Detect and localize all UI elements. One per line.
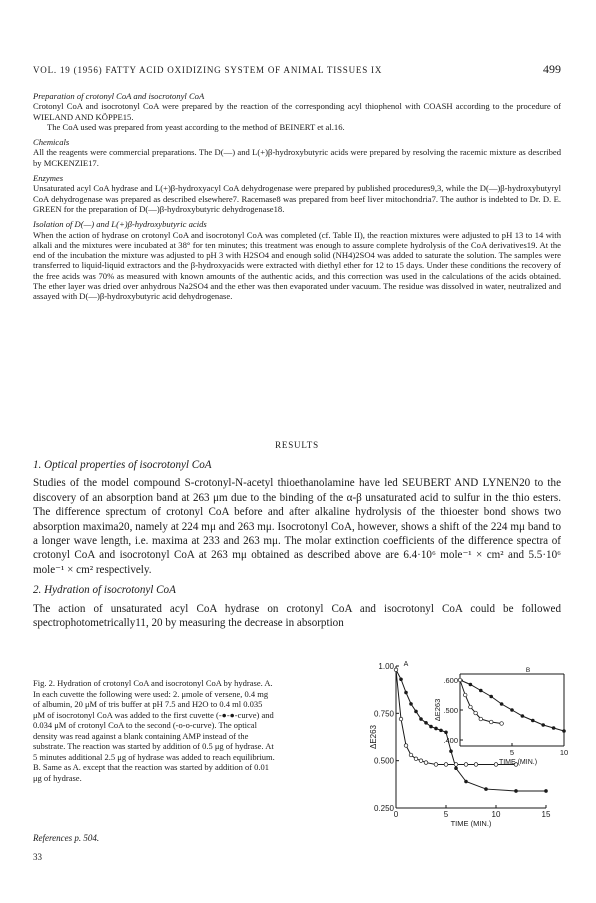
results-heading: RESULTS	[275, 440, 319, 450]
data-point-filled	[419, 717, 423, 721]
paragraph: Unsaturated acyl CoA hydrase and L(+)β-hydroxyacyl CoA dehydrogenase were prepared by published procedures9,3, while the D(—)β-hydroxybutyryl CoA dehydrogenase was prepared as described elsewhere7. Racemase8 was prepared from beef liver mitochondria7. The author is indebted to Dr. D. E. GREEN for the preparation of D(—)β-hydroxybutyric dehydrogenase18.	[33, 183, 561, 214]
series-line	[396, 670, 546, 791]
x-tick-label: 0	[393, 810, 399, 819]
x-tick-label: 5	[509, 748, 515, 757]
data-point-open	[394, 668, 398, 672]
figure-caption: Fig. 2. Hydration of crotonyl CoA and isocrotonyl CoA by hydrase. A. In each cuvette the following were used: 2. μmole of versene, 0.4 mg of albumin, 20 μM of tris buffer at pH 7.5 and H2O to 0.4 ml 0.035 μM of isocrotonyl CoA was added to the first cuvette (-●-●-curve) and 0.034 μM of crotonyl CoA to the second (-o-o-curve). The optical density was read against a blank containing AMP instead of the substrate. The reaction was started by addition of 0.5 μg of hydrase. At 5 minutes additional 2.5 μg of hydrase was added to reach equilibrium. B. Same as A. except that the reaction was started by addition of 0.01 μg of hydrase.	[33, 678, 275, 783]
panel-label: A	[403, 661, 409, 668]
data-point-open	[464, 763, 468, 767]
references-note: References p. 504.	[33, 833, 100, 843]
data-point-filled	[531, 719, 535, 723]
data-point-filled	[424, 721, 428, 725]
section-heading: Enzymes	[33, 173, 64, 184]
data-point-open	[454, 763, 458, 767]
x-tick-label: 10	[559, 748, 568, 757]
data-point-filled	[541, 723, 545, 727]
data-point-filled	[562, 729, 566, 733]
data-point-filled	[404, 691, 408, 695]
page-number: 499	[543, 62, 561, 76]
data-point-filled	[414, 710, 418, 714]
data-point-open	[434, 763, 438, 767]
paragraph: All the reagents were commercial preparations. The D(—) and L(+)β-hydroxybutyric acids were prepared by resolving the racemic mixture as described by MCKENZIE17.	[33, 147, 561, 168]
paragraph: The action of unsaturated acyl CoA hydrase on crotonyl CoA and isocrotonyl CoA could be followed spectrophotometrically11, 20 by measuring the decrease in absorption	[33, 602, 561, 630]
x-tick-label: 10	[491, 810, 501, 819]
results-section	[33, 458, 561, 630]
data-point-open	[419, 759, 423, 763]
y-tick-label: 0.250	[373, 804, 394, 813]
panel-b	[433, 667, 568, 766]
data-point-filled	[399, 677, 403, 681]
y-tick-label: 0.500	[373, 756, 394, 766]
data-point-open	[489, 720, 493, 724]
figure-2-chart	[288, 660, 568, 832]
data-point-filled	[444, 730, 448, 734]
data-point-open	[474, 763, 478, 767]
data-point-open	[399, 717, 403, 721]
paragraph: Studies of the model compound S-crotonyl-N-acetyl thioethanolamine have led SEUBERT AND LYNEN20 to the discovery of an absorption band at 263 μm due to the binding of the α-β unsaturated acid to sulfur in the thio esters. The difference sprectum of crotonyl CoA before and after alkaline hydrolysis of the thioester bond shows two absorption maxima20, namely at 224 mμ and 263 mμ. Isocrotonyl CoA, however, shows a shift of the 224 mμ band to a longer wave length, i.e. maxima at 233 and 263 mμ. The molar extinction coefficients of the difference spectra of crotonyl CoA and isocrotonyl CoA at 263 mμ obtained as described above are 6.4·10⁶ mole⁻¹ × cm² and 5.5·10⁶ mole⁻¹ × cm² respectively.	[33, 477, 561, 576]
paragraph: When the action of hydrase on crotonyl CoA and isocrotonyl CoA was completed (cf. Table II), the reaction mixtures were adjusted to pH 13 to 14 with alkali and the mixtures were incubated at 38° for ten minutes; this treatment was enough to assure complete hydrolysis of the CoA derivatives19. At the end of the incubation the mixture was adjusted to pH 3 with H2SO4 and enough solid (NH4)2SO4 was added to saturate the solution. The samples were transferred to liquid-liquid extractors and the β-hydroxyacids were extracted with diethyl ether for 12 to 15 days. Under these conditions the recovery of the free acids was 70% as measured with known amounts of the authentic acids, and this correction was used in the calculations of the acids obtained. The ether layer was dried over anhydrous Na2SO4 and the ether was then evaporated under vacuum. The residue was dissolved in water, neutralized and assayed with D(—)β-hydroxybutyric acid dehydrogenase.	[33, 229, 561, 302]
data-point-open	[424, 761, 428, 765]
data-point-open	[409, 753, 413, 757]
data-point-filled	[479, 689, 483, 693]
section-heading: Preparation of crotonyl CoA and isocrotonyl CoA	[33, 91, 205, 101]
data-point-open	[463, 693, 467, 697]
y-tick-label: .400	[443, 736, 458, 745]
paragraph: The CoA used was prepared from yeast according to the method of BEINERT et al.16.	[47, 121, 345, 132]
y-axis-label: ΔE263	[369, 724, 378, 750]
x-tick-label: 15	[541, 810, 551, 819]
paragraph: Crotonyl CoA and isocrotonyl CoA were prepared by the reaction of the corresponding acyl thiophenol with COASH according to the procedure of WIELAND AND KÖPPE15.	[33, 101, 561, 122]
section-heading: Chemicals	[33, 137, 70, 148]
data-point-filled	[439, 729, 443, 733]
data-point-open	[458, 678, 462, 682]
data-point-open	[474, 711, 478, 715]
data-point-filled	[521, 714, 525, 718]
data-point-filled	[552, 726, 556, 730]
y-tick-label: 1.00	[378, 662, 394, 671]
data-point-filled	[484, 787, 488, 791]
data-point-filled	[500, 702, 504, 706]
section-heading: Isolation of D(—) and L(+)β-hydroxybutyric acids	[33, 219, 207, 230]
y-tick-label: .600	[443, 676, 458, 685]
x-axis-label: TIME (MIN.)	[450, 819, 492, 828]
subsection-heading: 2. Hydration of isocrotonyl CoA	[33, 584, 176, 597]
data-point-filled	[449, 749, 453, 753]
data-point-filled	[469, 683, 473, 687]
running-head-title: VOL. 19 (1956) FATTY ACID OXIDIZING SYSTEM OF ANIMAL TISSUES IX	[33, 65, 383, 75]
data-point-open	[404, 744, 408, 748]
x-axis-label: TIME (MIN.)	[498, 759, 538, 766]
running-head	[33, 62, 561, 77]
panel-label: B	[525, 667, 531, 674]
data-point-filled	[489, 695, 493, 699]
data-point-filled	[544, 789, 548, 793]
data-point-open	[414, 757, 418, 761]
data-point-filled	[514, 789, 518, 793]
y-axis-label: ΔE263	[433, 698, 442, 722]
series-line	[460, 680, 564, 731]
data-point-filled	[464, 780, 468, 784]
subsection-heading: 1. Optical properties of isocrotonyl CoA	[33, 459, 212, 471]
data-point-filled	[409, 702, 413, 706]
y-tick-label: .500	[443, 706, 458, 715]
data-point-open	[494, 763, 498, 767]
data-point-open	[479, 717, 483, 721]
methods-section	[33, 88, 561, 302]
data-point-open	[444, 763, 448, 767]
data-point-open	[500, 722, 504, 726]
folio: 33	[33, 852, 42, 862]
data-point-filled	[429, 725, 433, 729]
data-point-filled	[434, 727, 438, 731]
data-point-open	[469, 705, 473, 709]
data-point-filled	[454, 766, 458, 770]
y-tick-label: 0.750	[373, 709, 394, 719]
data-point-filled	[510, 708, 514, 712]
x-tick-label: 5	[443, 810, 449, 819]
